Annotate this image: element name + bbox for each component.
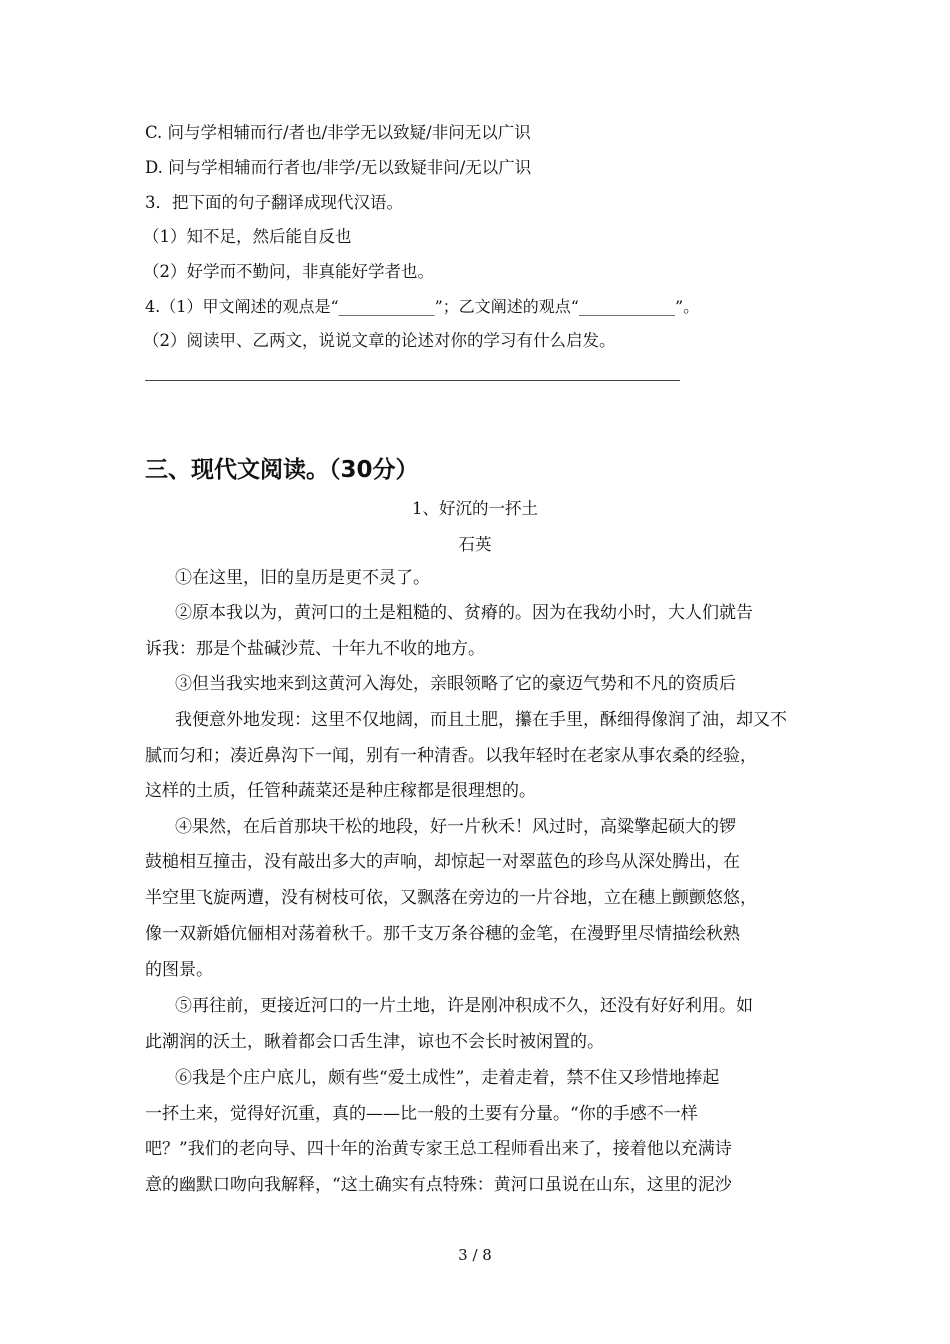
section-heading: 三、现代文阅读。（30分）	[145, 457, 419, 483]
article-line: 鼓槌相互撞击，没有敲出多大的声响，却惊起一对翠蓝色的珍鸟从深处腾出，在	[145, 852, 740, 872]
article-line: 意的幽默口吻向我解释，“这土确实有点特殊：黄河口虽说在山东，这里的泥沙	[145, 1175, 732, 1195]
article-line: 一抔土来，觉得好沉重，真的——比一般的土要有分量。“你的手感不一样	[145, 1104, 698, 1124]
question-4-part-2: （2）阅读甲、乙两文，说说文章的论述对你的学习有什么启发。	[143, 331, 616, 350]
page-number: 3 / 8	[458, 1246, 492, 1264]
article-author: 石英	[458, 535, 492, 554]
article-line: ③但当我实地来到这黄河入海处，亲眼领略了它的豪迈气势和不凡的资质后	[175, 674, 736, 694]
article-line: 的图景。	[145, 960, 213, 980]
option-d: D. 问与学相辅而行者也/非学/无以致疑非问/无以广识	[145, 158, 532, 177]
question-4-part-1: 4.（1）甲文阐述的观点是“____________”；乙文阐述的观点“____________”。	[145, 297, 700, 316]
article-line: 像一双新婚伉俪相对荡着秋千。那千支万条谷穗的金笔，在漫野里尽情描绘秋熟	[145, 924, 740, 944]
article-line: ①在这里，旧的皇历是更不灵了。	[175, 568, 430, 588]
article-line: ⑥我是个庄户底儿，颇有些“爱土成性”，走着走着，禁不住又珍惜地捧起	[175, 1068, 720, 1088]
article-line: 腻而匀和；凑近鼻沟下一闻，别有一种清香。以我年轻时在老家从事农桑的经验，	[145, 746, 757, 766]
article-line: ⑤再往前，更接近河口的一片土地，许是刚冲积成不久，还没有好好利用。如	[175, 996, 753, 1016]
question-3-part-2: （2）好学而不勤问，非真能好学者也。	[143, 262, 434, 281]
article-line: ④果然，在后首那块干松的地段，好一片秋禾！风过时，高粱擎起硕大的锣	[175, 817, 736, 837]
article-line: 吧？”我们的老向导、四十年的治黄专家王总工程师看出来了，接着他以充满诗	[145, 1139, 732, 1159]
article-line: 诉我：那是个盐碱沙荒、十年九不收的地方。	[145, 639, 485, 659]
answer-line	[145, 380, 680, 381]
question-3: 3．把下面的句子翻译成现代汉语。	[145, 193, 403, 212]
article-line: 半空里飞旋两遭，没有树枝可依，又飘落在旁边的一片谷地，立在穗上颤颤悠悠，	[145, 888, 757, 908]
option-c: C. 问与学相辅而行/者也/非学无以致疑/非问无以广识	[145, 123, 531, 142]
article-line: 此潮润的沃土，瞅着都会口舌生津，谅也不会长时被闲置的。	[145, 1032, 604, 1052]
question-3-part-1: （1）知不足，然后能自反也	[143, 227, 352, 246]
article-line: ②原本我以为，黄河口的土是粗糙的、贫瘠的。因为在我幼小时，大人们就告	[175, 603, 753, 623]
article-line: 这样的土质，任管种蔬菜还是种庄稼都是很理想的。	[145, 781, 536, 801]
article-line: 我便意外地发现：这里不仅地阔，而且土肥，攥在手里，酥细得像润了油，却又不	[175, 710, 787, 730]
article-title: 1、好沉的一抔土	[412, 499, 538, 518]
